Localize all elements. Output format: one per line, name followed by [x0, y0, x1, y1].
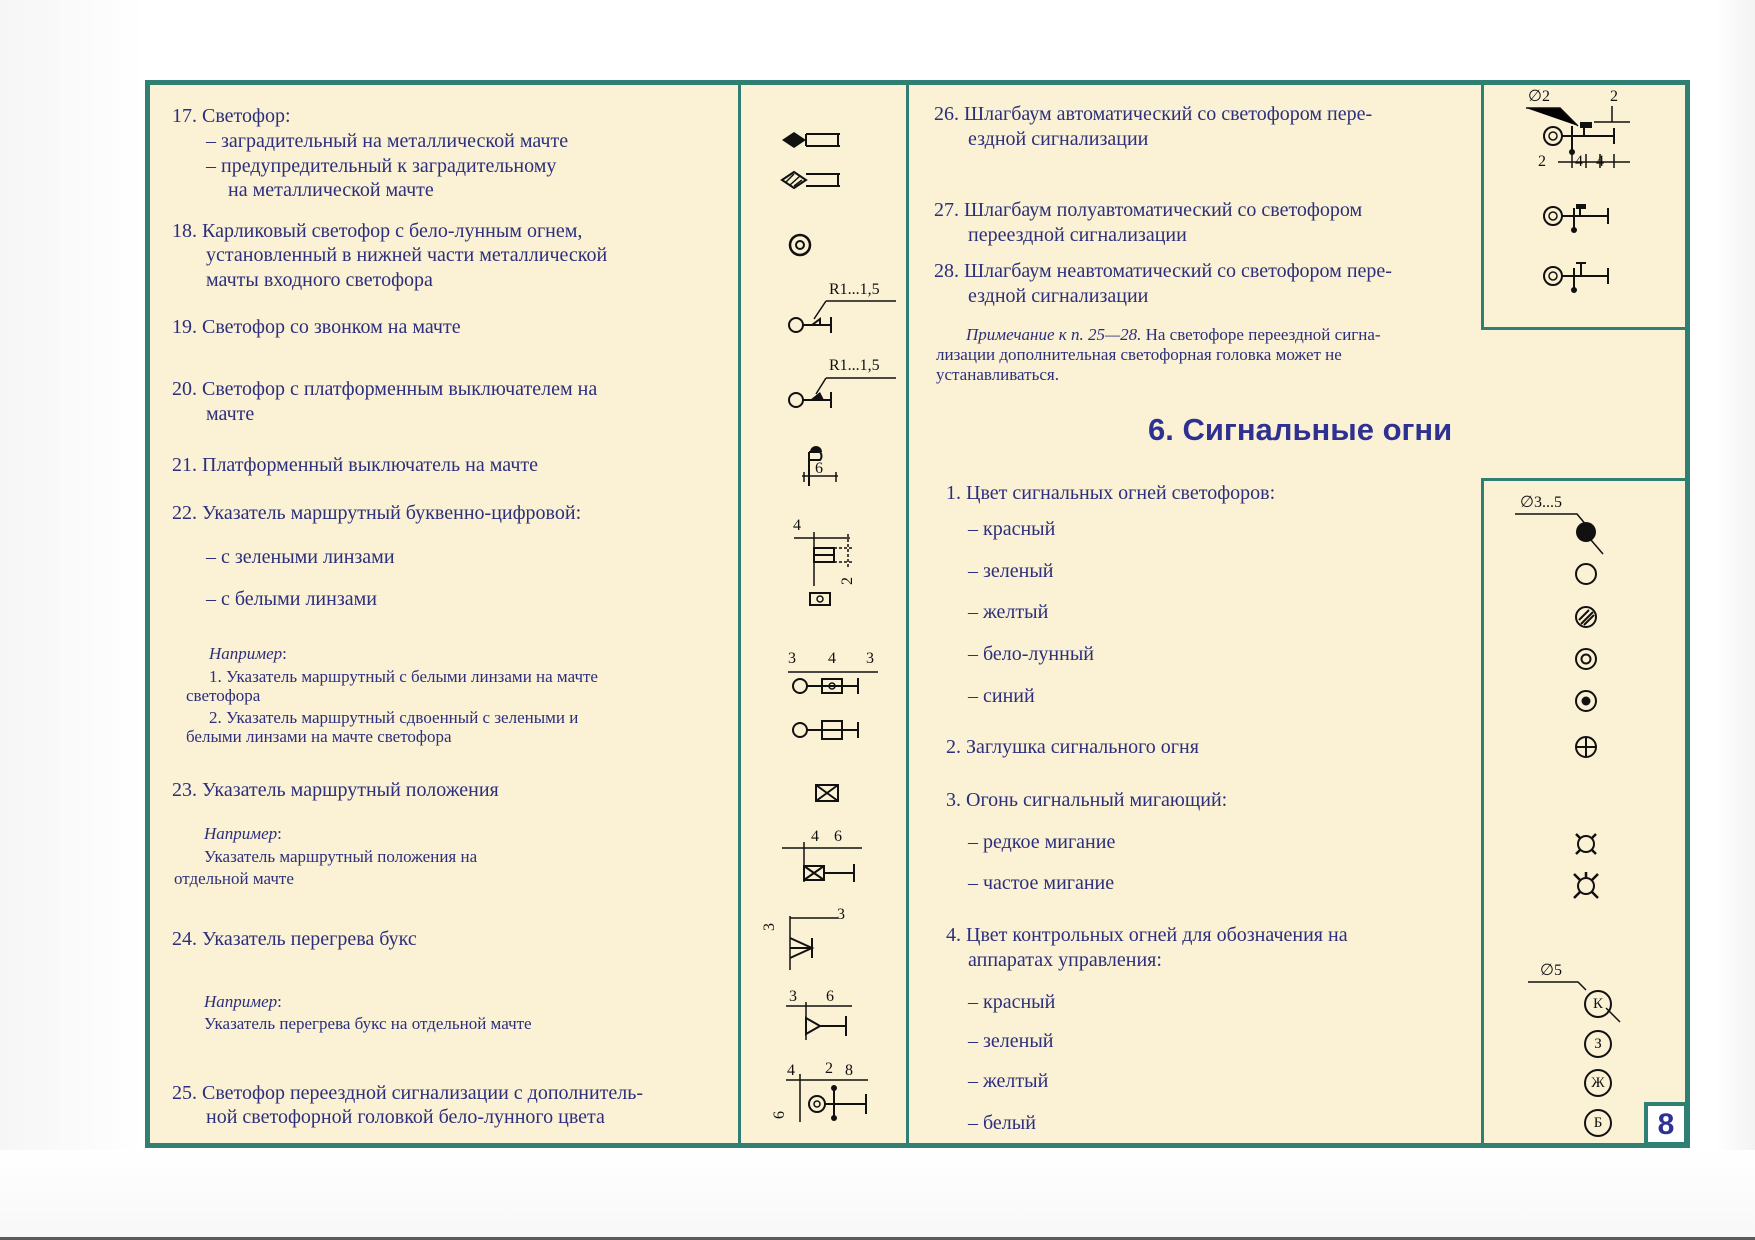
dim-label-3-vert: 3 [761, 923, 778, 931]
item-20-line1: 20. Светофор с платформенным выключателем на [172, 378, 598, 400]
light-yellow-symbol [1574, 605, 1598, 629]
dim-label-8e: 8 [845, 1062, 853, 1079]
crossing-signal-symbol [786, 1074, 868, 1122]
example-route-indicator-symbol [788, 664, 878, 700]
example-axlebox-overheat-symbol [786, 1000, 856, 1040]
signal-barrier-symbol [780, 128, 840, 152]
item-17-b: – предупредительный к заградительному [206, 155, 557, 177]
flashing-title: 3. Огонь сигнальный мигающий: [946, 789, 1228, 811]
dim-label-4f: 4 [1575, 153, 1583, 170]
item-24: 24. Указатель перегрева букс [172, 928, 417, 950]
control-color-red: – красный [968, 991, 1056, 1013]
signal-color-green: – зеленый [968, 560, 1054, 582]
signal-color-yellow: – желтый [968, 601, 1049, 623]
item-21: 21. Платформенный выключатель на мачте [172, 454, 539, 476]
dim-label-4b: 4 [828, 650, 836, 667]
axlebox-overheat-indicator-symbol [776, 912, 846, 970]
route-indicator-white-symbol [809, 592, 831, 606]
item-22-a: – с зелеными линзами [206, 546, 395, 568]
item-25-line1: 25. Светофор переездной сигнализации с дополнитель- [172, 1082, 644, 1104]
signal-colors-title: 1. Цвет сигнальных огней светофоров: [946, 482, 1276, 504]
flashing-rare-symbol [1573, 831, 1599, 857]
example-23-colon: : [277, 824, 282, 843]
dim-label-2f: 2 [1610, 88, 1618, 105]
control-colors-line2: аппаратах управления: [968, 949, 1162, 971]
light-plug-symbol [1574, 735, 1598, 759]
item-17-title: 17. Светофор: [172, 105, 291, 127]
divider-mid-right [906, 80, 909, 1148]
dim-label-6: 6 [815, 460, 823, 477]
example-23-line1: Указатель маршрутный положения на [204, 847, 478, 866]
dim-label-4c: 4 [811, 828, 819, 845]
control-white-symbol: Б [1584, 1109, 1612, 1137]
item-28-line2: ездной сигнализации [968, 285, 1149, 307]
example-24-line1: Указатель перегрева букс на отдельной мачте [204, 1014, 532, 1033]
page-margin-right [1715, 0, 1755, 1240]
dwarf-signal-symbol [787, 232, 813, 258]
page-margin-left [0, 0, 145, 1240]
dim-label-2g: 2 [1538, 153, 1546, 170]
barrier-nonautomatic-symbol [1540, 258, 1610, 294]
item-26-line2: ездной сигнализации [968, 128, 1149, 150]
note-line3: устанавливаться. [936, 365, 1059, 384]
item-19: 19. Светофор со звонком на мачте [172, 316, 461, 338]
divider-symbol-bottom-top [1481, 478, 1686, 481]
page-margin-bottom [0, 1150, 1755, 1240]
dim-label-diam5: ∅5 [1540, 962, 1562, 979]
control-red-dim-lines [1528, 978, 1628, 1028]
divider-symbol-bottom [1481, 478, 1484, 1148]
signal-plug-title: 2. Заглушка сигнального огня [946, 736, 1199, 758]
control-red-symbol: К [1584, 990, 1612, 1018]
item-18-line1: 18. Карликовый светофор с бело-лунным огнем, [172, 220, 583, 242]
control-color-green: – зеленый [968, 1030, 1054, 1052]
example-22-line2: светофора [186, 686, 261, 705]
item-18-line3: мачты входного светофора [206, 269, 433, 291]
dim-label-r2: R1...1,5 [829, 357, 880, 374]
example-double-route-indicator [788, 716, 878, 744]
item-17-b2: на металлической мачте [228, 179, 434, 201]
dim-label-2e: 2 [825, 1060, 833, 1077]
item-28-line1: 28. Шлагбаум неавтоматический со светофором пере- [934, 260, 1392, 282]
control-color-yellow: – желтый [968, 1070, 1049, 1092]
dim-label-3d: 3 [789, 988, 797, 1005]
dim-label-diam2: ∅2 [1528, 88, 1550, 105]
light-lunar-white-symbol [1574, 647, 1598, 671]
control-colors-line1: 4. Цвет контрольных огней для обозначения на [946, 924, 1348, 946]
example-22-colon: : [282, 644, 287, 663]
divider-symbol-top-bottom [1481, 327, 1686, 330]
dim-label-4-indicator: 4 [793, 517, 801, 534]
item-27-line2: переездной сигнализации [968, 224, 1187, 246]
dim-label-6d: 6 [826, 988, 834, 1005]
example-22-line1: 1. Указатель маршрутный с белыми линзами на мачте [209, 667, 598, 686]
item-17-a: – заградительный на металлической мачте [206, 130, 569, 152]
signal-color-lunar-white: – бело-лунный [968, 643, 1094, 665]
dim-label-3b: 3 [866, 650, 874, 667]
route-position-indicator-symbol [815, 784, 839, 802]
signal-color-red: – красный [968, 518, 1056, 540]
item-18-line2: установленный в нижней части металлической [206, 244, 608, 266]
item-23: 23. Указатель маршрутный положения [172, 779, 499, 801]
dim-label-4e: 4 [787, 1062, 795, 1079]
dim-label-3a: 3 [788, 650, 796, 667]
item-27-line1: 27. Шлагбаум полуавтоматический со светофором [934, 199, 1363, 221]
divider-symbol-top [1481, 80, 1484, 330]
example-24-head: Например [204, 992, 278, 1011]
example-22-line4: белыми линзами на мачте светофора [186, 727, 452, 746]
example-route-position-symbol [782, 840, 862, 882]
light-red-symbol [1515, 508, 1595, 556]
barrier-semiautomatic-symbol [1540, 198, 1610, 234]
note-line2: лизации дополнительная светофорная головка может не [936, 345, 1342, 364]
dim-label-6c: 6 [834, 828, 842, 845]
dim-label-4g: 4 [1596, 153, 1604, 170]
signal-platform-switch-symbol [786, 362, 896, 410]
note-head: Примечание к п. 25—28. [966, 325, 1142, 344]
dim-label-3c: 3 [837, 906, 845, 923]
page-number: 8 [1644, 1102, 1688, 1146]
example-22-line3: 2. Указатель маршрутный сдвоенный с зелеными и [209, 708, 579, 727]
signal-bell-symbol [786, 285, 896, 335]
dim-label-r1: R1...1,5 [829, 281, 880, 298]
example-23-head: Например [204, 824, 278, 843]
signal-warning-symbol [780, 168, 840, 192]
flashing-frequent: – частое мигание [968, 872, 1115, 894]
dim-label-6e: 6 [771, 1111, 788, 1119]
item-22-title: 22. Указатель маршрутный буквенно-цифровой: [172, 502, 582, 524]
example-24-colon: : [277, 992, 282, 1011]
example-22-head: Например [209, 644, 283, 663]
flashing-rare: – редкое мигание [968, 831, 1116, 853]
signal-color-blue: – синий [968, 685, 1035, 707]
example-23-line2: отдельной мачте [174, 869, 294, 888]
note-line1: На светофоре переездной сигна- [1145, 325, 1381, 344]
dim-label-2-indicator: 2 [839, 577, 856, 585]
control-yellow-symbol: Ж [1584, 1069, 1612, 1097]
control-green-symbol: З [1584, 1030, 1612, 1058]
flashing-frequent-symbol [1572, 872, 1600, 900]
light-blue-symbol [1574, 689, 1598, 713]
light-green-symbol [1574, 562, 1598, 586]
item-20-line2: мачте [206, 403, 255, 425]
item-25-line2: ной светофорной головкой бело-лунного цвета [206, 1106, 605, 1128]
control-color-white: – белый [968, 1112, 1036, 1134]
dim-label-diam3-5: ∅3...5 [1520, 494, 1562, 511]
divider-left-mid [738, 80, 741, 1148]
item-22-b: – с белыми линзами [206, 588, 377, 610]
section-title: 6. Сигнальные огни [1148, 412, 1453, 447]
item-26-line1: 26. Шлагбаум автоматический со светофором пере- [934, 103, 1373, 125]
